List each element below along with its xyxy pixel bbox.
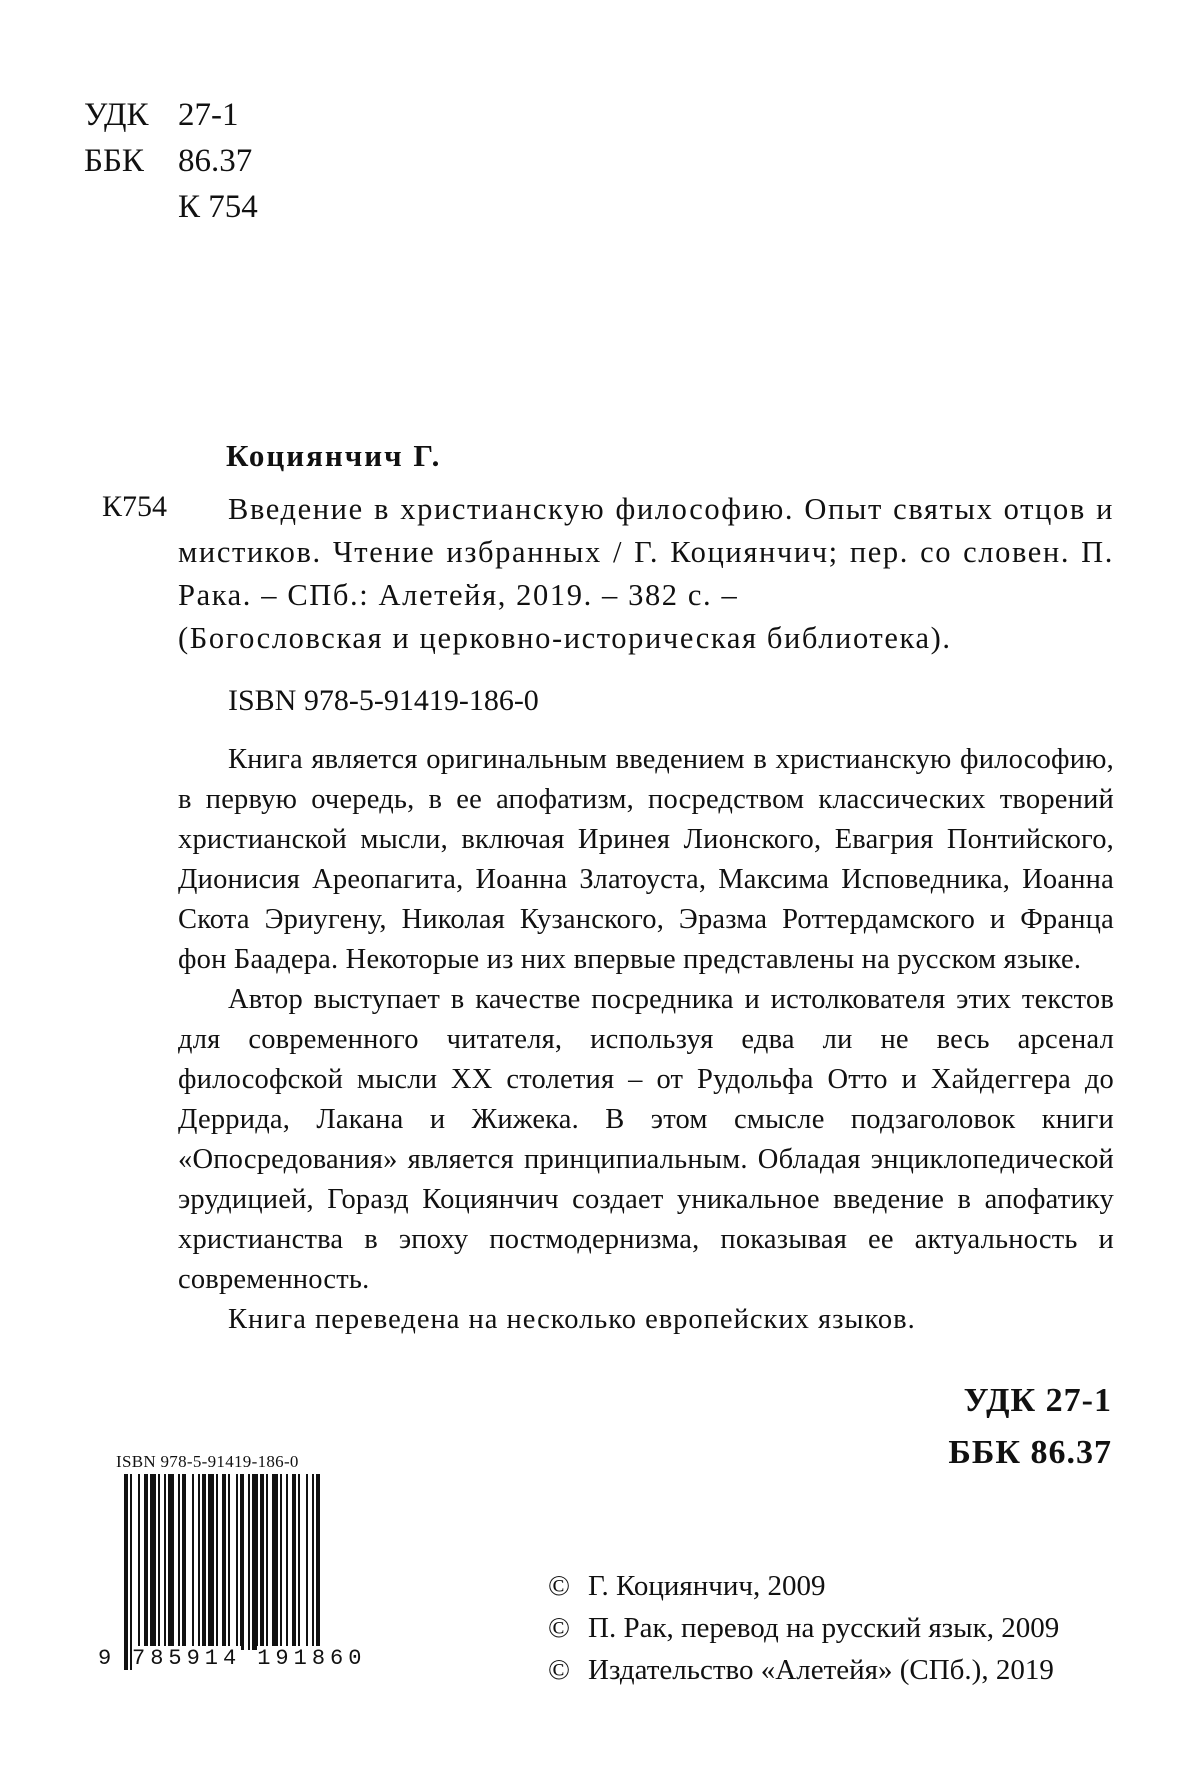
barcode-bar: [208, 1474, 214, 1650]
annotation-paragraph: Книга является оригинальным введением в христианскую философию, в первую очередь, в ее апофатизм, посредством классических творений христианской мысли, включая Иринея Лионского, Евагрия Понтийского, Дионисия Ареопагита, Иоанна Златоуста, Максима Исповедника, Иоанна Скота Эриугену, Николая Кузанского, Эразма Роттердамского и Франца фон Баадера. Некоторые из них впервые представлены на русском языке.: [178, 744, 1114, 975]
bbk-value: 86.37: [178, 143, 253, 179]
barcode-bar: [286, 1474, 288, 1650]
barcode-bar: [236, 1474, 238, 1650]
copyright-text: П. Рак, перевод на русский язык, 2009: [588, 1612, 1060, 1644]
barcode-bar: [138, 1474, 140, 1650]
barcode-bar: [216, 1474, 218, 1650]
barcode-bar: [124, 1474, 128, 1670]
description-main: Введение в христианскую философию. Опыт святых отцов и мистиков. Чтение избранных / Г. Коциянчич; пер. со словен. П. Рака. – СПб.: Алетейя, 2019. – 382 с. –: [178, 492, 1114, 612]
annotation-paragraph: Автор выступает в качестве посредника и истолкователя этих текстов для современного читателя, используя едва ли не весь арсенал философской мысли XX столетия – от Рудольфа Отто и Хайдеггера до Деррида, Лакана и Жижека. В этом смысле подзаголовок книги «Опосредования» является принципиальным. Обладая энциклопедической эрудицией, Горазд Коциянчич создает уникальное введение в апофатику христианства в эпоху постмодернизма, показывая ее актуальность и современность.: [178, 984, 1114, 1295]
bbk-bold: ББК 86.37: [948, 1434, 1112, 1471]
barcode-bar: [222, 1474, 226, 1670]
barcode-bar: [312, 1474, 314, 1650]
udk-row: [84, 92, 258, 138]
barcode-bar: [164, 1474, 166, 1650]
barcode-bar: [298, 1474, 300, 1650]
bbk-row: [84, 138, 258, 184]
udk-value: 27-1: [178, 97, 239, 133]
copyright-block: [548, 1565, 1059, 1691]
barcode-bar: [252, 1474, 258, 1650]
annotation-paragraph: Книга переведена на несколько европейских языков.: [228, 1304, 916, 1335]
classification-codes: [84, 92, 258, 230]
barcode-bar: [158, 1474, 160, 1650]
bbk-label: ББК: [84, 143, 144, 179]
barcode-bar: [178, 1474, 180, 1650]
isbn-barcode: [98, 1452, 388, 1671]
description-series: (Богословская и церковно-историческая библиотека).: [178, 621, 952, 655]
classification-codes-bold: [948, 1375, 1112, 1479]
copyright-text: Г. Коциянчич, 2009: [588, 1570, 826, 1602]
barcode-bar: [316, 1474, 320, 1670]
copyright-line: [548, 1565, 1059, 1607]
barcode-bar: [266, 1474, 268, 1650]
barcode-bar: [130, 1474, 132, 1670]
copyright-icon: ©: [548, 1612, 571, 1644]
annotation: [178, 740, 1114, 1340]
barcode-isbn-text: ISBN 978-5-91419-186-0: [116, 1452, 299, 1471]
barcode-digits-right: 191860: [257, 1646, 367, 1671]
barcode-bar: [192, 1474, 194, 1650]
isbn: ISBN 978-5-91419-186-0: [228, 684, 539, 717]
barcode-digits-left: 785914: [132, 1646, 242, 1671]
barcode-bar: [202, 1474, 206, 1650]
barcode-bar: [182, 1474, 186, 1650]
barcode-bar: [280, 1474, 282, 1650]
barcode-bar: [198, 1474, 200, 1650]
barcode-bar: [260, 1474, 264, 1650]
copyright-icon: ©: [548, 1570, 571, 1602]
udk-label: УДК: [84, 97, 149, 133]
barcode-bar: [150, 1474, 156, 1650]
catalog-code: К754: [102, 490, 168, 523]
bibliographic-description: [178, 488, 1114, 660]
barcode-bar: [144, 1474, 148, 1650]
barcode-bar: [292, 1474, 296, 1650]
barcode-digit-first: 9: [98, 1646, 124, 1671]
barcode-bar: [240, 1474, 244, 1650]
barcode-bar: [248, 1474, 250, 1650]
copyright-text: Издательство «Алетейя» (СПб.), 2019: [588, 1654, 1054, 1686]
barcode-bar: [228, 1474, 230, 1670]
barcode-bar: [272, 1474, 278, 1650]
copyright-line: [548, 1649, 1059, 1691]
barcode-bar: [168, 1474, 174, 1650]
barcode-bars: [98, 1474, 388, 1670]
author-mark: К 754: [178, 189, 258, 225]
copyright-icon: ©: [548, 1654, 571, 1686]
copyright-line: [548, 1607, 1059, 1649]
barcode-bar: [306, 1474, 308, 1650]
udk-bold: УДК 27-1: [963, 1382, 1112, 1419]
author-name: Коциянчич Г.: [226, 438, 442, 473]
